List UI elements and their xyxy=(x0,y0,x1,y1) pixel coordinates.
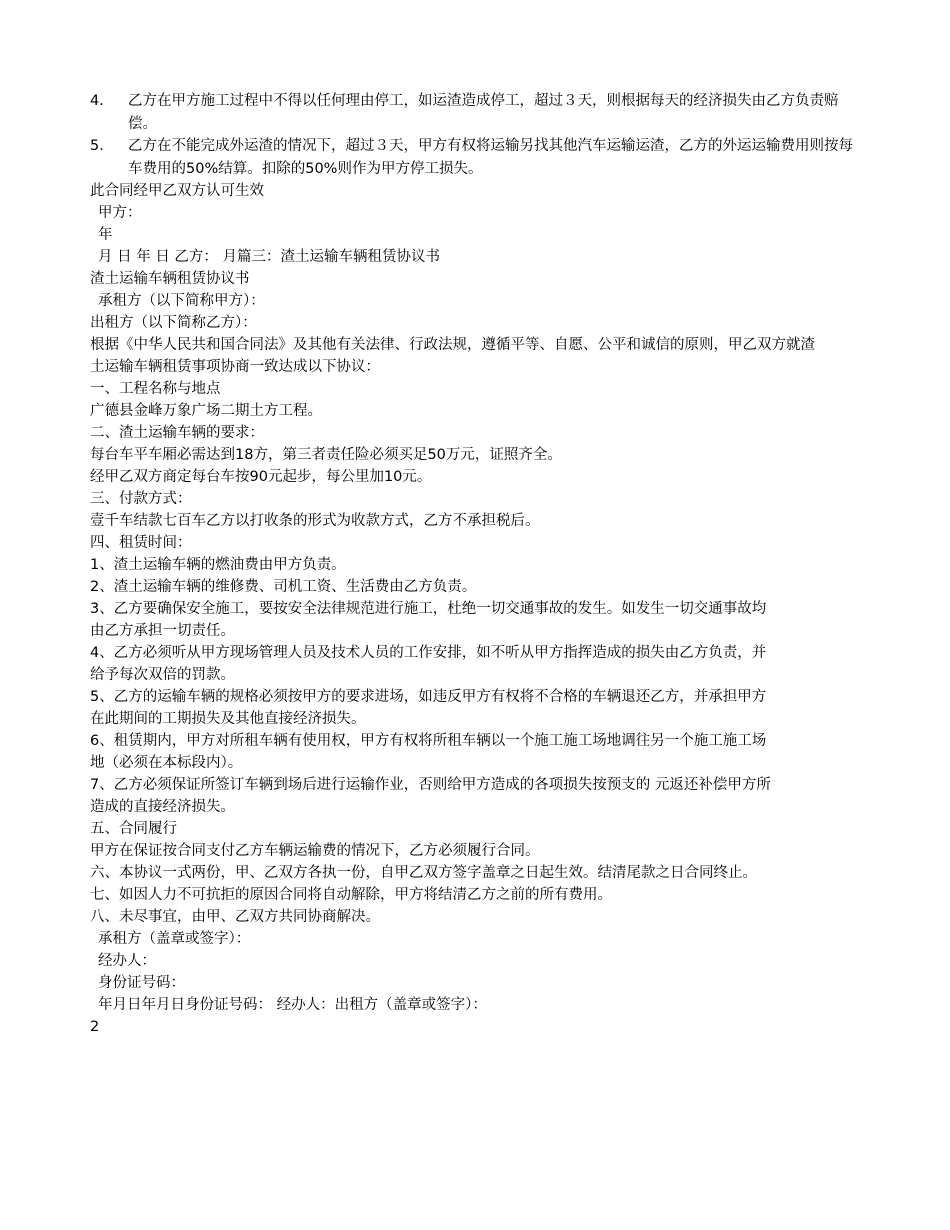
text-line: 4、乙方必须听从甲方现场管理人员及技术人员的工作安排，如不听从甲方指挥造成的损失由乙方负责，并 xyxy=(90,645,767,661)
text-line: 给予每次双倍的罚款。 xyxy=(90,667,235,683)
item-text: 乙方在甲方施工过程中不得以任何理由停工，如运渣造成停工，超过３天，则根据每天的经济损失由乙方负责赔偿。 xyxy=(128,93,839,132)
text-line: 此合同经甲乙双方认可生效 xyxy=(90,183,264,199)
text-line: 七、如因人力不可抗拒的原因合同将自动解除，甲方将结清乙方之前的所有费用。 xyxy=(90,887,612,903)
text-line: 土运输车辆租赁事项协商一致达成以下协议： xyxy=(90,359,380,375)
text-line: 年月日年月日身份证号码： 经办人：出租方（盖章或签字）： xyxy=(98,997,487,1013)
page-number: 2 xyxy=(90,1019,100,1035)
text-line: 经甲乙双方商定每台车按90元起步，每公里加10元。 xyxy=(90,469,432,485)
text-line: 7、乙方必须保证所签订车辆到场后进行运输作业，否则给甲方造成的各项损失按预支的 元返还补偿甲方所 xyxy=(90,777,771,793)
section-heading: 四、租赁时间： xyxy=(90,535,192,551)
item-number: 5． xyxy=(90,138,114,154)
text-line: 经办人： xyxy=(98,953,156,969)
item-number: 4． xyxy=(90,93,114,109)
section-heading: 五、合同履行 xyxy=(90,821,177,837)
text-line: 广德县金峰万象广场二期土方工程。 xyxy=(90,403,322,419)
text-line: 承租方（以下简称甲方）： xyxy=(98,293,265,309)
item-text: 乙方在不能完成外运渣的情况下，超过３天，甲方有权将运输另找其他汽车运输运渣，乙方的外运运输费用则按每车费用的50%结算。扣除的50%则作为甲方停工损失。 xyxy=(128,138,853,177)
text-line: 月 日 年 日 乙方： 月篇三：渣土运输车辆租赁协议书 xyxy=(98,249,441,265)
text-line: 根据《中华人民共和国合同法》及其他有关法律、行政法规，遵循平等、自愿、公平和诚信的原则，甲乙双方就渣 xyxy=(90,337,815,353)
text-line: 年 xyxy=(98,227,113,243)
text-line: 造成的直接经济损失。 xyxy=(90,799,235,815)
text-line: 由乙方承担一切责任。 xyxy=(90,623,235,639)
text-line: 2、渣土运输车辆的维修费、司机工资、生活费由乙方负责。 xyxy=(90,579,477,595)
text-line: 六、本协议一式两份，甲、乙双方各执一份，自甲乙双方签字盖章之日起生效。结清尾款之日合同终止。 xyxy=(90,865,757,881)
text-line: 1、渣土运输车辆的燃油费由甲方负责。 xyxy=(90,557,346,573)
text-line: 地（必须在本标段内）。 xyxy=(90,755,243,771)
text-line: 身份证号码： xyxy=(98,975,185,991)
text-line: 甲方在保证按合同支付乙方车辆运输费的情况下，乙方必须履行合同。 xyxy=(90,843,540,859)
text-line: 壹千车结款七百车乙方以打收条的形式为收款方式，乙方不承担税后。 xyxy=(90,513,540,529)
text-line: 出租方（以下简称乙方）： xyxy=(90,315,257,331)
section-heading: 三、付款方式： xyxy=(90,491,192,507)
text-line: 在此期间的工期损失及其他直接经济损失。 xyxy=(90,711,366,727)
text-line: 5、乙方的运输车辆的规格必须按甲方的要求进场，如违反甲方有权将不合格的车辆退还乙方，并承担甲方 xyxy=(90,689,767,705)
text-line: 承租方（盖章或签字）： xyxy=(98,931,251,947)
text-line: 6、租赁期内，甲方对所租车辆有使用权，甲方有权将所租车辆以一个施工施工场地调往另一个施工施工场 xyxy=(90,733,767,749)
text-line: 每台车平车厢必需达到18方，第三者责任险必须买足50万元，证照齐全。 xyxy=(90,447,562,463)
section-heading: 一、工程名称与地点 xyxy=(90,381,221,397)
text-line: 八、未尽事宜，由甲、乙双方共同协商解决。 xyxy=(90,909,380,925)
text-line: 3、乙方要确保安全施工，要按安全法律规范进行施工，杜绝一切交通事故的发生。如发生一切交通事故均 xyxy=(90,601,767,617)
text-line: 渣土运输车辆租赁协议书 xyxy=(90,271,250,287)
text-line: 甲方： xyxy=(98,205,142,221)
section-heading: 二、渣土运输车辆的要求： xyxy=(90,425,264,441)
